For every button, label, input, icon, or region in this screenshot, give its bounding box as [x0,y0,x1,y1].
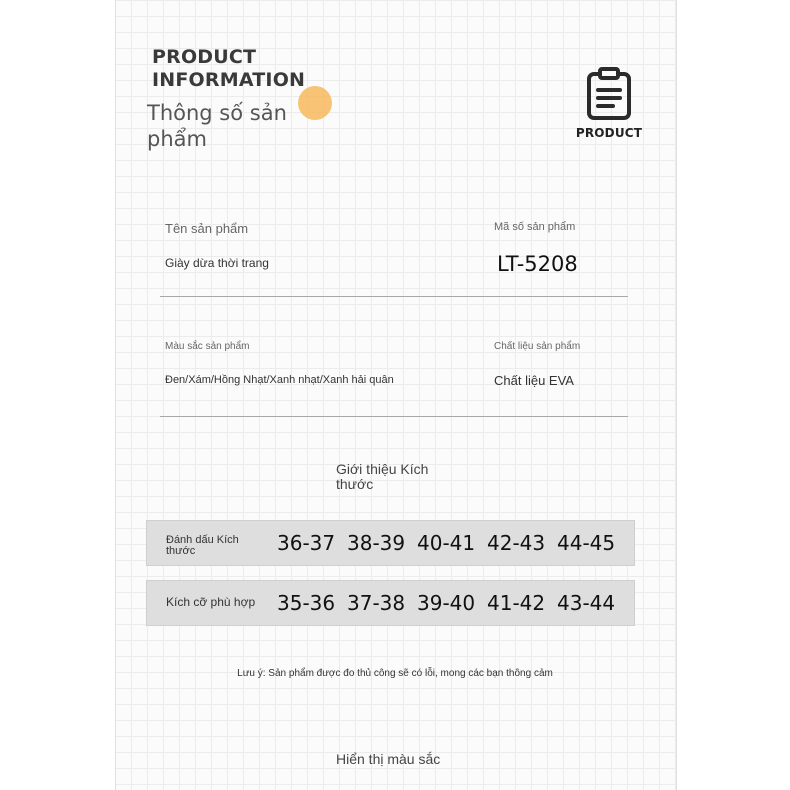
divider-1 [160,296,628,297]
divider-2 [160,416,628,417]
title-line-2: INFORMATION [152,69,306,91]
marked-size-label: Đánh dấu Kích thước [166,534,239,557]
color-display-title: Hiển thị màu sắc [336,751,441,767]
size-cell: 44-45 [557,531,616,555]
product-icon-label: PRODUCT [575,126,643,140]
size-cell: 35-36 [277,591,336,615]
size-row-fit [146,580,635,626]
product-color-label: Màu sắc sản phẩm [165,341,250,352]
product-information-title [152,46,305,92]
product-material-value: Chất liệu EVA [494,373,574,388]
product-name-label: Tên sản phẩm [165,221,249,236]
size-cell: 38-39 [347,531,406,555]
size-cell: 37-38 [347,591,406,615]
marked-size-list [277,521,627,565]
size-cell: 36-37 [277,531,336,555]
product-code-label: Mã số sản phẩm [494,221,576,233]
measurement-note: Lưu ý: Sản phẩm được đo thủ công sẽ có lỗi, mong các bạn thông cảm [237,668,553,679]
fit-size-label: Kích cỡ phù hợp [166,595,256,609]
product-badge [572,66,646,140]
size-cell: 40-41 [417,531,476,555]
clipboard-icon [585,66,633,122]
size-cell: 41-42 [487,591,546,615]
size-row-marked [146,520,635,566]
size-cell: 42-43 [487,531,546,555]
size-cell: 39-40 [417,591,476,615]
vietnamese-title: Thông số sản phẩm [147,101,287,151]
product-material-label: Chất liệu sản phẩm [494,341,581,352]
size-cell: 43-44 [557,591,616,615]
product-name-value: Giày dừa thời trang [165,256,269,270]
product-color-value: Đen/Xám/Hồng Nhạt/Xanh nhạt/Xanh hải quân [165,374,394,386]
size-section-title: Giới thiệu Kích thước [336,461,429,492]
title-line-1: PRODUCT [152,46,257,68]
fit-size-list [277,581,627,625]
product-code-value: LT-5208 [497,252,578,276]
